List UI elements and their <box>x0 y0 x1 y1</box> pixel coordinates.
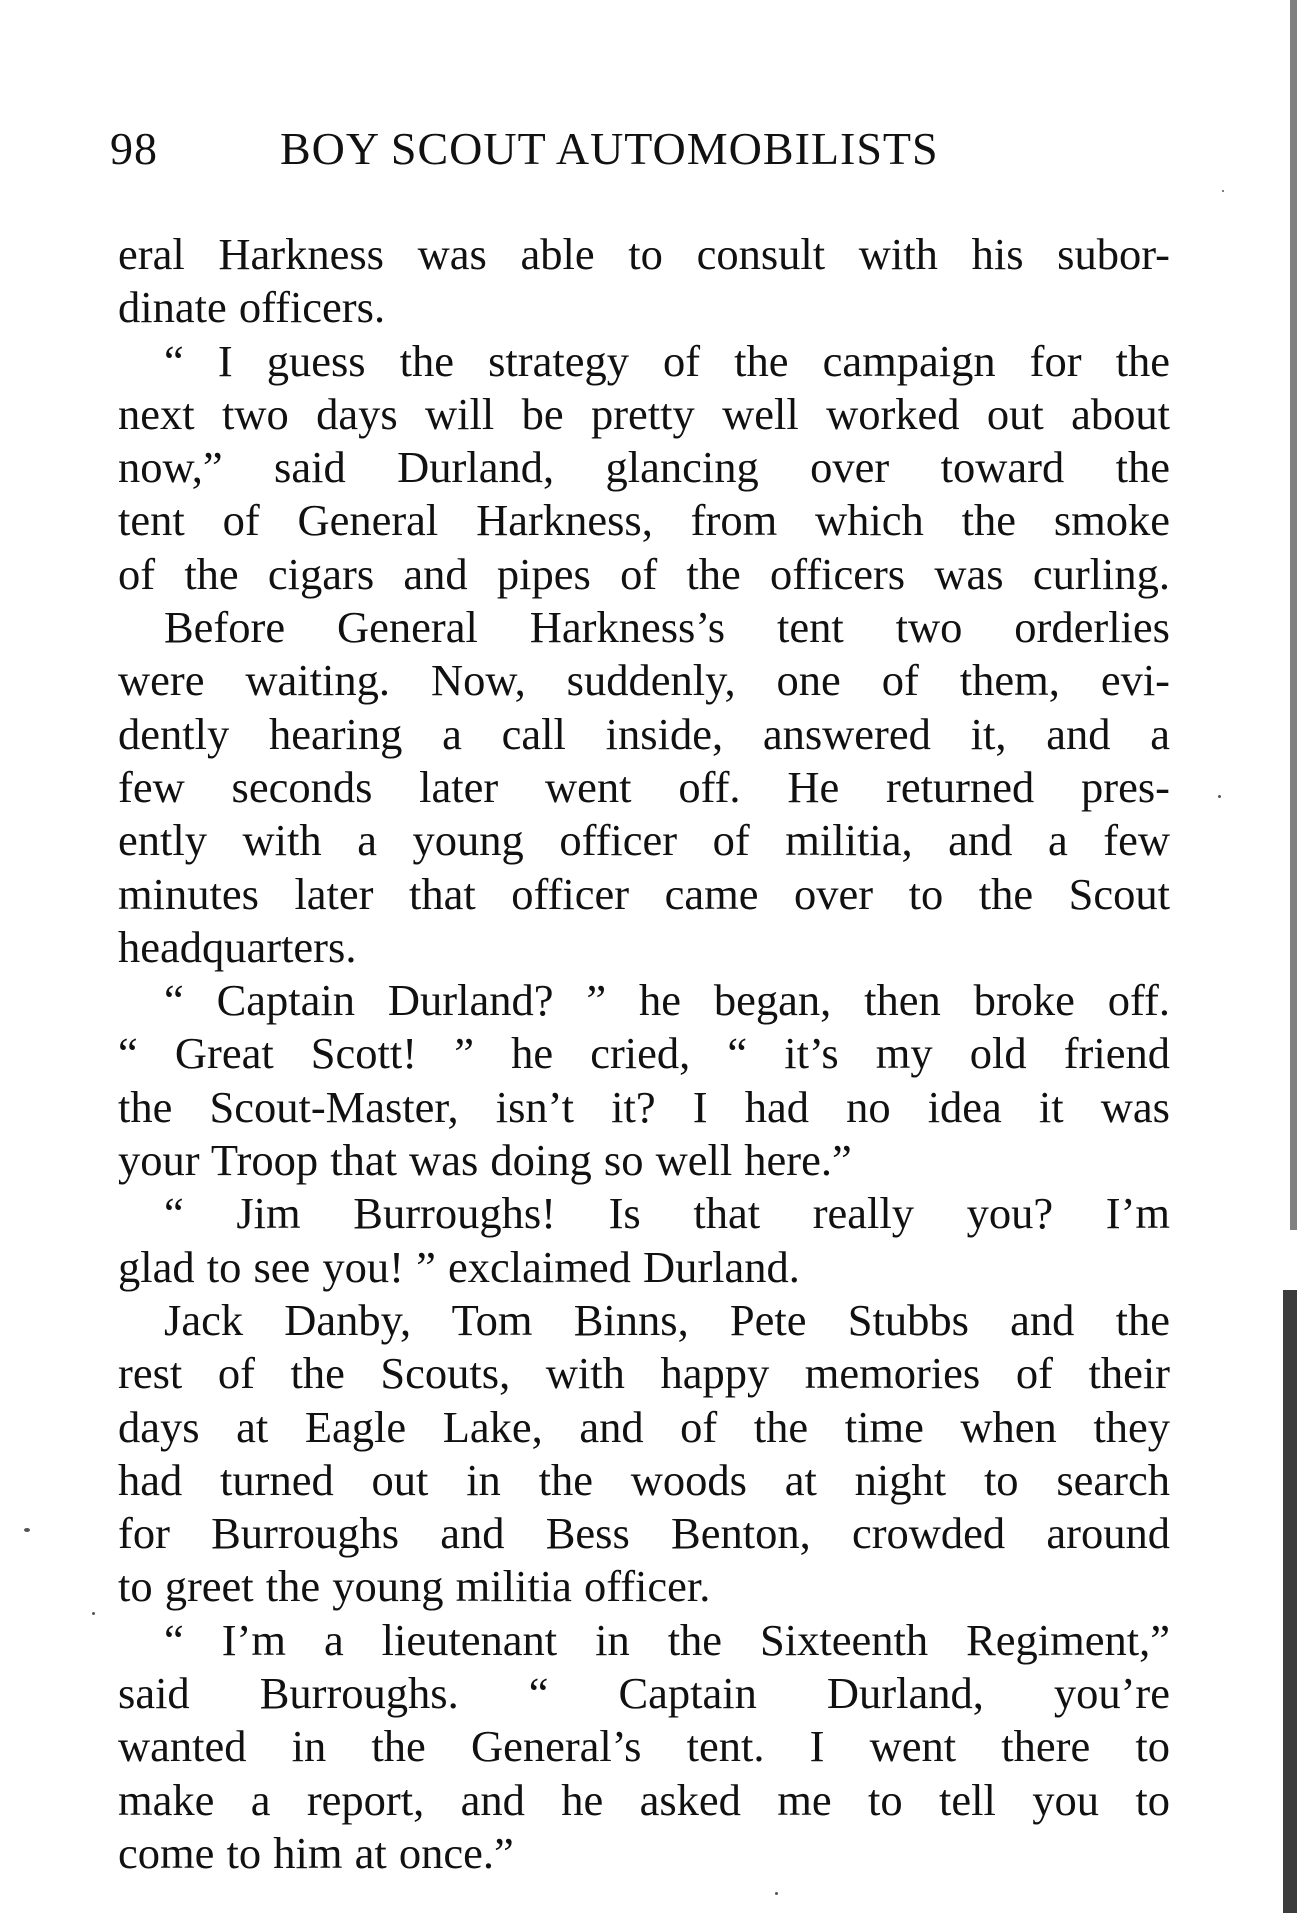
scan-speck <box>1222 190 1224 192</box>
text-line: headquarters. <box>118 921 357 972</box>
scan-speck <box>1218 795 1221 798</box>
text-line: your Troop that was doing so well here.” <box>118 1135 852 1186</box>
running-head <box>110 122 1030 182</box>
text-line: “ Jim Burroughs! Is that really you? I’m <box>164 1188 1170 1239</box>
text-line: were waiting. Now, suddenly, one of them, evi- <box>118 655 1170 706</box>
text-line: dinate officers. <box>118 282 386 333</box>
text-line: wanted in the General’s tent. I went there to <box>118 1721 1170 1772</box>
text-line: come to him at once.” <box>118 1827 514 1878</box>
text-line: “ I’m a lieutenant in the Sixteenth Regiment,” <box>164 1614 1170 1665</box>
text-line: for Burroughs and Bess Benton, crowded around <box>118 1508 1170 1559</box>
text-line: “ I guess the strategy of the campaign for the <box>164 335 1170 386</box>
text-line: of the cigars and pipes of the officers was curling. <box>118 548 1170 599</box>
scan-speck <box>92 1612 95 1615</box>
text-line: had turned out in the woods at night to search <box>118 1454 1170 1505</box>
text-line: to greet the young militia officer. <box>118 1561 711 1612</box>
text-line: said Burroughs. “ Captain Durland, you’re <box>118 1668 1170 1719</box>
scan-edge-shadow-bottom <box>1283 1290 1297 1913</box>
text-line: eral Harkness was able to consult with his subor- <box>118 229 1170 279</box>
text-line: Jack Danby, Tom Binns, Pete Stubbs and the <box>164 1294 1170 1345</box>
scan-speck <box>775 1892 778 1895</box>
text-line: ently with a young officer of militia, and a few <box>118 815 1170 866</box>
text-line: next two days will be pretty well worked out about <box>118 388 1170 439</box>
text-line: the Scout-Master, isn’t it? I had no idea it was <box>118 1081 1170 1132</box>
scan-edge-shadow-top <box>1290 0 1297 1230</box>
text-line: make a report, and he asked me to tell you to <box>118 1774 1170 1825</box>
text-line: now,” said Durland, glancing over toward the <box>118 442 1170 493</box>
text-line: dently hearing a call inside, answered it, and a <box>118 708 1170 759</box>
scan-speck <box>24 1528 30 1532</box>
text-line: minutes later that officer came over to the Scout <box>118 868 1170 919</box>
page-number: 98 <box>110 123 158 174</box>
text-line: Before General Harkness’s tent two orderlies <box>164 602 1170 653</box>
body-text <box>118 228 1170 1880</box>
book-title: BOY SCOUT AUTOMOBILISTS <box>280 123 939 174</box>
text-line: “ Great Scott! ” he cried, “ it’s my old friend <box>118 1028 1170 1079</box>
text-line: rest of the Scouts, with happy memories of their <box>118 1348 1170 1399</box>
text-line: tent of General Harkness, from which the smoke <box>118 495 1170 546</box>
text-line: few seconds later went off. He returned pres- <box>118 761 1170 812</box>
text-line: “ Captain Durland? ” he began, then broke off. <box>164 975 1170 1026</box>
text-line: glad to see you! ” exclaimed Durland. <box>118 1241 800 1292</box>
text-line: days at Eagle Lake, and of the time when they <box>118 1401 1170 1452</box>
